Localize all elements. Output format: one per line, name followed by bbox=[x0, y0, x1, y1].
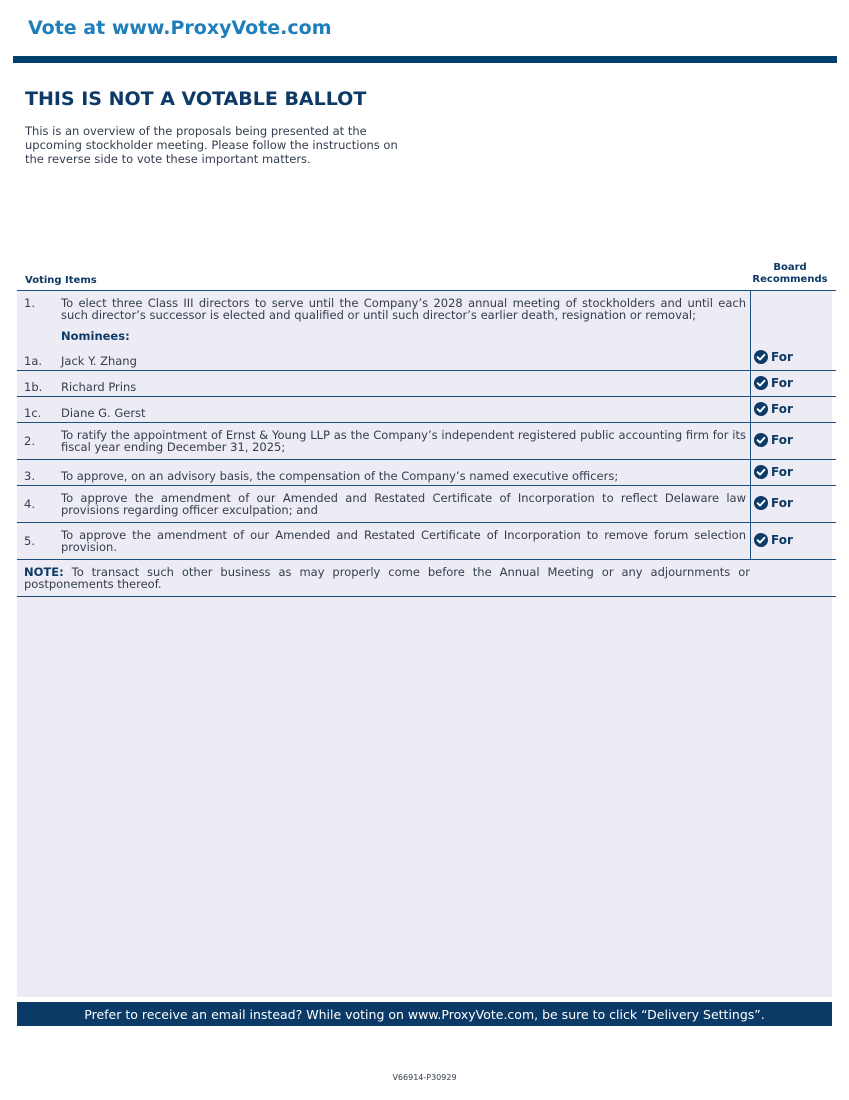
table-row bbox=[17, 486, 836, 523]
voting-items-header: Voting Items bbox=[25, 275, 97, 286]
item-recommendation bbox=[751, 371, 837, 397]
check-circle-icon bbox=[754, 402, 768, 416]
document-code: V66914-P30929 bbox=[392, 1073, 457, 1082]
item-recommendation bbox=[751, 460, 837, 486]
item-recommendation bbox=[751, 523, 837, 560]
check-circle-icon bbox=[754, 376, 768, 390]
item-number: 1. bbox=[24, 296, 35, 310]
table-row-nominees-label bbox=[17, 326, 836, 345]
item-recommendation bbox=[751, 423, 837, 460]
note-text bbox=[17, 560, 836, 597]
recommend-label: For bbox=[771, 349, 793, 364]
table-row bbox=[17, 423, 836, 460]
item-text: To approve the amendment of our Amended and Restated Certificate of Incorporation to reflect Delaware law provisions regarding officer exculpation; and bbox=[61, 486, 751, 523]
recommend-label: For bbox=[771, 464, 793, 479]
recommend-for bbox=[754, 433, 793, 447]
recommend-for bbox=[754, 496, 793, 510]
item-recommendation bbox=[751, 345, 837, 371]
note-label: NOTE: bbox=[24, 565, 64, 579]
check-circle-icon bbox=[754, 533, 768, 547]
board-recommends-header bbox=[746, 262, 834, 286]
recommend-for bbox=[754, 402, 793, 416]
table-row bbox=[17, 371, 836, 397]
table-row bbox=[17, 345, 836, 371]
table-row bbox=[17, 460, 836, 486]
delivery-settings-banner bbox=[17, 1002, 832, 1026]
recommend-label: For bbox=[771, 401, 793, 416]
top-divider bbox=[13, 56, 837, 63]
item-text: To ratify the appointment of Ernst & Young LLP as the Company’s independent registered public accounting firm for its fiscal year ending December 31, 2025; bbox=[61, 423, 751, 460]
item-recommendation bbox=[751, 486, 837, 523]
item-text: To elect three Class III directors to serve until the Company’s 2028 annual meeting of stockholders and until each such director’s successor is elected and qualified or until such director’s earlier death, resignation or removal; bbox=[61, 296, 746, 322]
table-row-item-1 bbox=[17, 291, 836, 327]
table-row-note bbox=[17, 560, 836, 597]
item-number: 1a. bbox=[17, 345, 61, 371]
nominee-name: Jack Y. Zhang bbox=[61, 345, 751, 371]
recommend-for bbox=[754, 376, 793, 390]
nominee-name: Richard Prins bbox=[61, 371, 751, 397]
item-recommendation bbox=[751, 397, 837, 423]
table-row bbox=[17, 397, 836, 423]
item-number: 5. bbox=[17, 523, 61, 560]
nominees-label: Nominees: bbox=[61, 329, 130, 343]
item-number: 1b. bbox=[17, 371, 61, 397]
recommend-label: For bbox=[771, 496, 793, 510]
note-body: To transact such other business as may properly come before the Annual Meeting or any adjournments or postponements thereof. bbox=[24, 565, 750, 591]
check-circle-icon bbox=[754, 433, 768, 447]
recommend-label: For bbox=[771, 433, 793, 447]
recommend-label: For bbox=[771, 375, 793, 390]
item-number: 2. bbox=[17, 423, 61, 460]
item-number: 3. bbox=[17, 460, 61, 486]
item-number: 1c. bbox=[17, 397, 61, 423]
recommend-for bbox=[754, 350, 793, 364]
recommend-label: For bbox=[771, 533, 793, 547]
board-header-line2: Recommends bbox=[752, 274, 828, 285]
check-circle-icon bbox=[754, 350, 768, 364]
recommend-for bbox=[754, 533, 793, 547]
item-recommendation bbox=[751, 291, 837, 327]
nominee-name: Diane G. Gerst bbox=[61, 397, 751, 423]
voting-items-table bbox=[17, 290, 836, 597]
banner-text: Prefer to receive an email instead? While voting on www.ProxyVote.com, be sure to click “Delivery Settings”. bbox=[84, 1006, 765, 1022]
table-row bbox=[17, 523, 836, 560]
intro-text: This is an overview of the proposals being presented at the upcoming stockholder meeting. Please follow the instructions on the reverse side to vote these important matters. bbox=[25, 124, 398, 166]
item-text: To approve the amendment of our Amended and Restated Certificate of Incorporation to remove forum selection provision. bbox=[61, 523, 751, 560]
item-text: To approve, on an advisory basis, the compensation of the Company’s named executive officers; bbox=[61, 460, 751, 486]
item-number: 4. bbox=[17, 486, 61, 523]
check-circle-icon bbox=[754, 465, 768, 479]
board-header-line1: Board bbox=[773, 262, 807, 273]
recommend-for bbox=[754, 465, 793, 479]
proxyvote-link[interactable]: Vote at www.ProxyVote.com bbox=[28, 17, 332, 39]
check-circle-icon bbox=[754, 496, 768, 510]
page-title: THIS IS NOT A VOTABLE BALLOT bbox=[25, 88, 367, 110]
